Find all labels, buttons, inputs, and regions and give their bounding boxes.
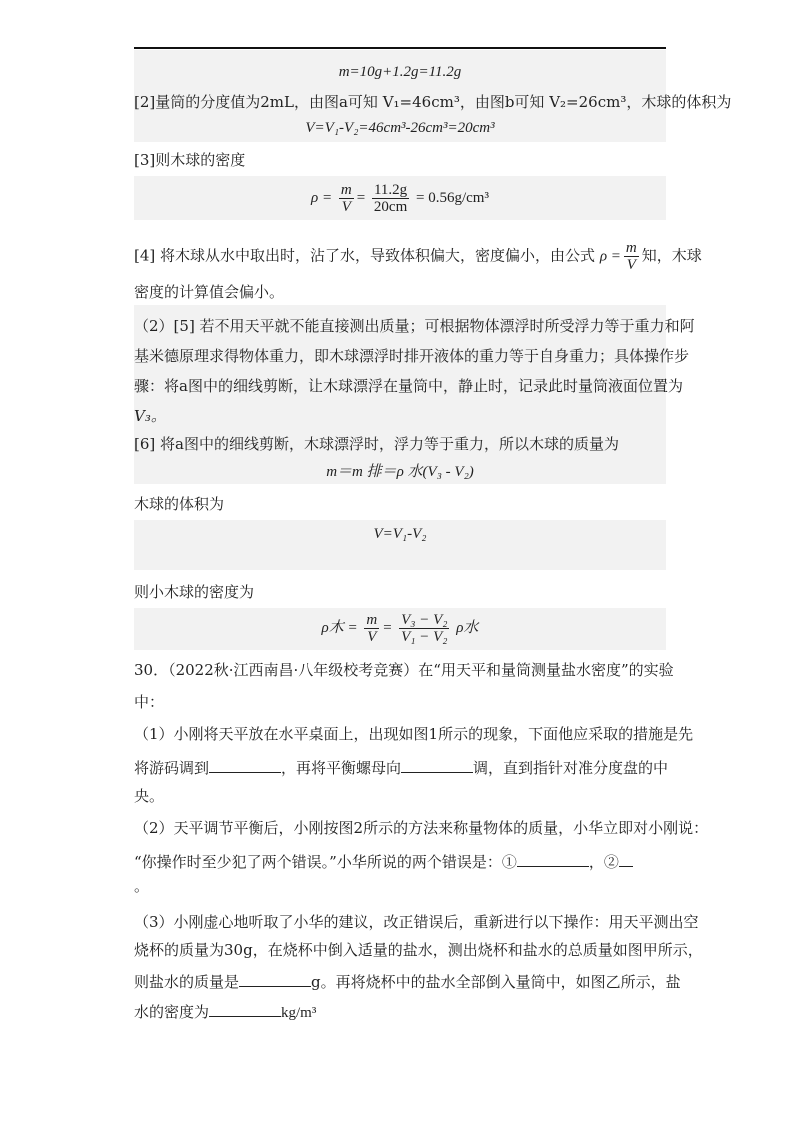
denominator: 20cm [373, 199, 408, 216]
density-formula-fraction [624, 240, 639, 273]
paragraph-3: [3]则木球的密度 [134, 151, 246, 169]
sub-question-1-text-c: 调，直到指针对准分度盘的中 [473, 759, 669, 777]
density-fraction-2 [372, 182, 409, 215]
sub-question-2-line-2 [134, 850, 633, 872]
paragraph-2: [2]量筒的分度值为2mL，由图a可知 V₁=46cm³，由图b可知 V₂=26cm³，木球的体积为 [134, 93, 732, 111]
sub-question-3-line-1: （3）小刚虚心地听取了小华的建议，改正错误后，重新进行以下操作：用天平测出空 [134, 913, 699, 931]
mass-equation: m=10g+1.2g=11.2g [338, 64, 462, 80]
sub-question-2-line-3: 。 [134, 877, 150, 895]
paragraph-4-text: [4] 将木球从水中取出时，沾了水，导致体积偏大，密度偏小，由公式 [134, 246, 596, 265]
wood-density-label: 则小木球的密度为 [134, 583, 255, 601]
numerator: m [366, 612, 378, 629]
question-30-heading: 30．（2022秋·江西南昌·八年级校考竞赛）在“用天平和量筒测量盐水密度”的实验 [134, 661, 674, 679]
paragraph-5-line-1: （2）[5] 若不用天平就不能直接测出质量；可根据物体漂浮时所受浮力等于重力和阿 [134, 317, 695, 335]
sub-question-3-line-2: 烧杯的质量为30g，在烧杯中倒入适量的盐水，测出烧杯和盐水的总质量如图甲所示， [134, 941, 703, 959]
denominator: V₁ − V₂ [401, 629, 448, 646]
sub-question-2-text-b: ，② [588, 853, 619, 871]
numerator: V₃ − V₂ [401, 612, 448, 629]
sub-question-2-text-a: “你操作时至少犯了两个错误。”小华所说的两个错误是：① [134, 853, 517, 871]
paragraph-5-line-3: 骤：将a图中的细线剪断，让木球漂浮在量筒中，静止时，记录此时量筒液面位置为 [134, 377, 683, 395]
header-rule [134, 47, 666, 49]
sub-question-1-line-3: 央。 [134, 787, 165, 805]
wood-volume-equation: V=V₁-V₂ [373, 526, 427, 542]
answer-blank-rider-position[interactable] [209, 756, 281, 773]
paragraph-4-continued: 密度的计算值会偏小。 [134, 283, 285, 301]
answer-blank-nut-direction[interactable] [401, 756, 473, 773]
numerator: m [625, 240, 637, 256]
paragraph-4 [134, 240, 702, 273]
sub-question-3-text-a: 则盐水的质量是 [134, 973, 240, 991]
denominator: V [367, 629, 377, 646]
sub-question-3-text-c: 水的密度为 [134, 1003, 210, 1021]
sub-question-1-line-1: （1）小刚将天平放在水平桌面上，出现如图1所示的现象，下面他应采取的措施是先 [134, 725, 694, 743]
wood-density-lhs: ρ木 = [321, 620, 358, 636]
density-rhs: = 0.56g/cm³ [416, 190, 489, 206]
answer-blank-error-2[interactable] [619, 850, 633, 867]
sub-question-3-text-b: g。再将烧杯中的盐水全部倒入量筒中，如图乙所示，盐 [311, 973, 681, 991]
wood-density-fraction-2 [399, 612, 449, 645]
answer-blank-salt-water-density[interactable] [209, 1000, 281, 1017]
numerator: m [340, 182, 352, 199]
paragraph-4-tail: 知，木球 [641, 246, 702, 265]
density-unit: kg/m³ [281, 1005, 317, 1021]
denominator: V [626, 257, 636, 273]
density-fraction-1 [339, 182, 354, 215]
density-lhs: ρ = [311, 190, 333, 206]
question-30-heading-continued: 中： [134, 693, 165, 711]
sub-question-3-line-3 [134, 970, 681, 992]
denominator: V [341, 199, 351, 216]
density-equation: ρ = $\frac{m}{V}$ = $\frac{11.2g}{20cm}$ = 0.56g/cm³ [311, 182, 489, 216]
sub-question-3-line-4 [134, 1000, 316, 1023]
sub-question-1-text-a: 将游码调到 [134, 759, 210, 777]
numerator: 11.2g [372, 182, 409, 199]
paragraph-5-line-4: V₃。 [134, 407, 166, 425]
answer-blank-salt-water-mass[interactable] [239, 970, 311, 987]
answer-blank-error-1[interactable] [517, 850, 589, 867]
sub-question-1-text-b: ，再将平衡螺母向 [281, 759, 402, 777]
mass-equation-2: m＝m 排＝ρ 水(V₃ - V₂) [326, 464, 474, 480]
wood-volume-label: 木球的体积为 [134, 495, 225, 513]
sub-question-2-line-1: （2）天平调节平衡后，小刚按图2所示的方法来称量物体的质量，小华立即对小刚说： [134, 819, 709, 837]
wood-density-equation: ρ木 = $\frac{m}{V}$ = $\frac{\text{V₃ − V₂}}{\text{V₁ − V₂}}$ ρ水 [321, 612, 479, 646]
wood-density-rhs: ρ水 [456, 620, 479, 636]
volume-equation: V=V₁-V₂=46cm³-26cm³=20cm³ [305, 120, 495, 136]
sub-question-1-line-2 [134, 756, 668, 778]
density-formula-lhs: ρ = [599, 248, 621, 265]
paragraph-5-line-2: 基米德原理求得物体重力，即木球漂浮时排开液体的重力等于自身重力；具体操作步 [134, 347, 690, 365]
paragraph-6: [6] 将a图中的细线剪断，木球漂浮时，浮力等于重力，所以木球的质量为 [134, 435, 619, 453]
wood-density-fraction-1 [364, 612, 379, 645]
